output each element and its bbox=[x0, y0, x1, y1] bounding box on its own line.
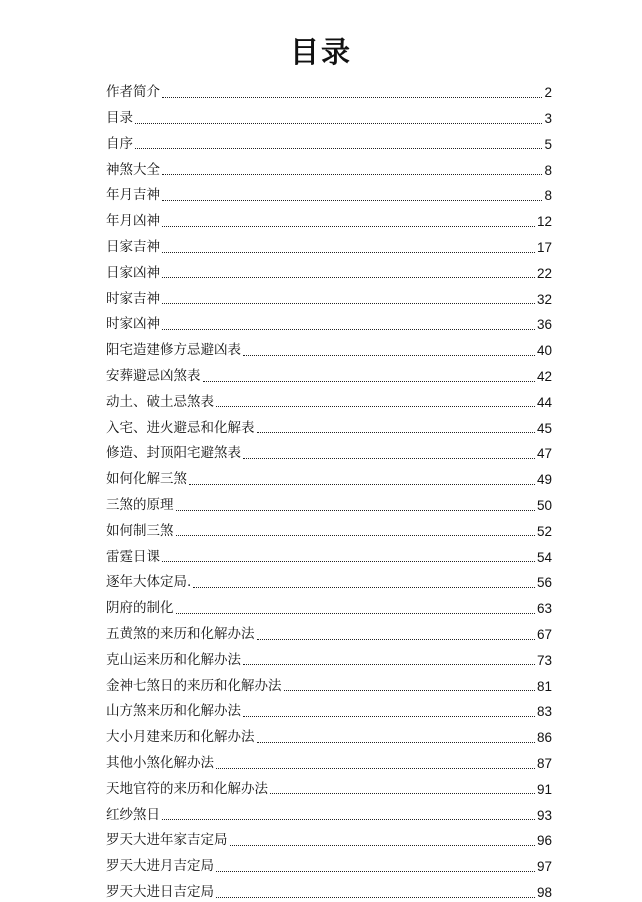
toc-entry-label: 动土、破土忌煞表 bbox=[106, 393, 214, 410]
toc-entry-page-number: 97 bbox=[536, 859, 552, 875]
toc-dot-leader bbox=[257, 742, 535, 743]
toc-entry-page-number: 49 bbox=[536, 472, 552, 488]
toc-dot-leader bbox=[162, 174, 542, 175]
toc-dot-leader bbox=[176, 510, 535, 511]
toc-entry bbox=[106, 747, 552, 773]
toc-entry-page-number: 22 bbox=[536, 265, 552, 281]
toc-entry bbox=[106, 360, 552, 386]
toc-entry bbox=[106, 205, 552, 231]
toc-entry-page-number: 67 bbox=[536, 627, 552, 643]
toc-entry bbox=[106, 102, 552, 128]
toc-entry-label: 自序 bbox=[106, 135, 133, 152]
toc-entry-page-number: 98 bbox=[536, 885, 552, 900]
toc-entry-page-number: 63 bbox=[536, 601, 552, 617]
toc-entry-page-number: 96 bbox=[536, 833, 552, 849]
toc-entry bbox=[106, 386, 552, 412]
toc-entry bbox=[106, 76, 552, 102]
toc-entry bbox=[106, 540, 552, 566]
toc-dot-leader bbox=[243, 458, 535, 459]
toc-dot-leader bbox=[257, 432, 535, 433]
toc-entry bbox=[106, 695, 552, 721]
toc-entry-label: 山方煞来历和化解办法 bbox=[106, 703, 241, 720]
toc-dot-leader bbox=[176, 613, 535, 614]
toc-entry bbox=[106, 824, 552, 850]
toc-entry-page-number: 52 bbox=[536, 523, 552, 539]
toc-entry-page-number: 40 bbox=[536, 343, 552, 359]
toc-entry-label: 如何制三煞 bbox=[106, 522, 174, 539]
toc-entry-label: 大小月建来历和化解办法 bbox=[106, 729, 255, 746]
toc-entry-page-number: 17 bbox=[536, 240, 552, 256]
toc-entry-page-number: 42 bbox=[536, 369, 552, 385]
toc-entry bbox=[106, 850, 552, 876]
toc-entry-page-number: 44 bbox=[536, 394, 552, 410]
toc-dot-leader bbox=[216, 871, 535, 872]
toc-entry-page-number: 8 bbox=[544, 188, 552, 204]
toc-dot-leader bbox=[162, 329, 535, 330]
toc-entry-page-number: 5 bbox=[544, 136, 552, 152]
toc-dot-leader bbox=[162, 226, 535, 227]
toc-entry-page-number: 56 bbox=[536, 575, 552, 591]
toc-entry-label: 金神七煞日的来历和化解办法 bbox=[106, 677, 282, 694]
toc-entry-label: 其他小煞化解办法 bbox=[106, 755, 214, 772]
toc-entry bbox=[106, 334, 552, 360]
toc-entry-label: 阳宅造建修方忌避凶表 bbox=[106, 342, 241, 359]
toc-entry bbox=[106, 463, 552, 489]
toc-entry bbox=[106, 669, 552, 695]
toc-entry-label: 作者简介 bbox=[106, 84, 160, 101]
toc-entry bbox=[106, 179, 552, 205]
toc-dot-leader bbox=[243, 664, 535, 665]
toc-entry bbox=[106, 721, 552, 747]
toc-entry bbox=[106, 644, 552, 670]
toc-dot-leader bbox=[162, 200, 542, 201]
toc-entry-label: 时家吉神 bbox=[106, 290, 160, 307]
toc-dot-leader bbox=[257, 639, 535, 640]
toc-dot-leader bbox=[203, 381, 535, 382]
toc-entry-label: 如何化解三煞 bbox=[106, 471, 187, 488]
toc-entry-page-number: 91 bbox=[536, 781, 552, 797]
toc-entry-page-number: 87 bbox=[536, 756, 552, 772]
toc-dot-leader bbox=[135, 148, 542, 149]
toc-entry-label: 入宅、进火避忌和化解表 bbox=[106, 419, 255, 436]
toc-dot-leader bbox=[216, 768, 535, 769]
toc-entry-label: 修造、封顶阳宅避煞表 bbox=[106, 445, 241, 462]
toc-entry bbox=[106, 489, 552, 515]
toc-entry-page-number: 83 bbox=[536, 704, 552, 720]
toc-dot-leader bbox=[243, 355, 535, 356]
toc-dot-leader bbox=[162, 819, 535, 820]
table-of-contents bbox=[106, 76, 552, 902]
toc-entry-page-number: 12 bbox=[536, 214, 552, 230]
toc-entry bbox=[106, 153, 552, 179]
toc-entry bbox=[106, 876, 552, 902]
toc-dot-leader bbox=[189, 484, 535, 485]
toc-entry-label: 逐年大体定局. bbox=[106, 574, 192, 591]
toc-entry bbox=[106, 618, 552, 644]
toc-entry-label: 年月吉神 bbox=[106, 187, 160, 204]
toc-entry-label: 日家吉神 bbox=[106, 239, 160, 256]
toc-entry-label: 目录 bbox=[106, 110, 133, 127]
toc-dot-leader bbox=[162, 561, 535, 562]
toc-entry-label: 时家凶神 bbox=[106, 316, 160, 333]
toc-entry-page-number: 54 bbox=[536, 549, 552, 565]
toc-dot-leader bbox=[216, 406, 535, 407]
toc-entry bbox=[106, 308, 552, 334]
toc-entry-label: 罗天大进月吉定局 bbox=[106, 858, 214, 875]
toc-entry-page-number: 73 bbox=[536, 652, 552, 668]
toc-entry-label: 日家凶神 bbox=[106, 264, 160, 281]
toc-entry-label: 五黄煞的来历和化解办法 bbox=[106, 626, 255, 643]
toc-entry-label: 罗天大进日吉定局 bbox=[106, 884, 214, 900]
toc-dot-leader bbox=[162, 277, 535, 278]
toc-dot-leader bbox=[193, 587, 535, 588]
toc-dot-leader bbox=[162, 252, 535, 253]
toc-dot-leader bbox=[162, 97, 542, 98]
toc-entry-label: 红纱煞日 bbox=[106, 806, 160, 823]
toc-dot-leader bbox=[176, 535, 535, 536]
toc-dot-leader bbox=[216, 897, 535, 898]
toc-entry-page-number: 47 bbox=[536, 446, 552, 462]
toc-entry bbox=[106, 128, 552, 154]
toc-entry-page-number: 93 bbox=[536, 807, 552, 823]
toc-entry-page-number: 81 bbox=[536, 678, 552, 694]
toc-dot-leader bbox=[284, 690, 535, 691]
toc-dot-leader bbox=[270, 793, 535, 794]
toc-entry bbox=[106, 437, 552, 463]
toc-entry-label: 天地官符的来历和化解办法 bbox=[106, 780, 268, 797]
toc-entry-label: 年月凶神 bbox=[106, 213, 160, 230]
toc-entry bbox=[106, 231, 552, 257]
toc-entry-label: 阴府的制化 bbox=[106, 600, 174, 617]
toc-entry-label: 安葬避忌凶煞表 bbox=[106, 368, 201, 385]
toc-dot-leader bbox=[230, 845, 535, 846]
toc-entry-page-number: 8 bbox=[544, 162, 552, 178]
toc-entry-page-number: 3 bbox=[544, 111, 552, 127]
toc-entry bbox=[106, 566, 552, 592]
toc-entry-page-number: 45 bbox=[536, 420, 552, 436]
toc-entry-page-number: 36 bbox=[536, 317, 552, 333]
toc-entry-page-number: 86 bbox=[536, 730, 552, 746]
toc-entry bbox=[106, 257, 552, 283]
toc-entry-label: 罗天大进年家吉定局 bbox=[106, 832, 228, 849]
toc-dot-leader bbox=[162, 303, 535, 304]
toc-entry-label: 三煞的原理 bbox=[106, 497, 174, 514]
toc-entry bbox=[106, 592, 552, 618]
toc-entry-page-number: 2 bbox=[544, 85, 552, 101]
toc-entry-label: 神煞大全 bbox=[106, 161, 160, 178]
toc-entry bbox=[106, 282, 552, 308]
toc-entry-label: 克山运来历和化解办法 bbox=[106, 651, 241, 668]
page-title: 目录 bbox=[289, 35, 352, 69]
toc-entry-page-number: 50 bbox=[536, 498, 552, 514]
toc-entry bbox=[106, 515, 552, 541]
toc-entry-label: 雷霆日课 bbox=[106, 548, 160, 565]
toc-entry bbox=[106, 411, 552, 437]
toc-dot-leader bbox=[135, 123, 542, 124]
toc-entry bbox=[106, 798, 552, 824]
toc-entry-page-number: 32 bbox=[536, 291, 552, 307]
toc-entry bbox=[106, 773, 552, 799]
toc-dot-leader bbox=[243, 716, 535, 717]
